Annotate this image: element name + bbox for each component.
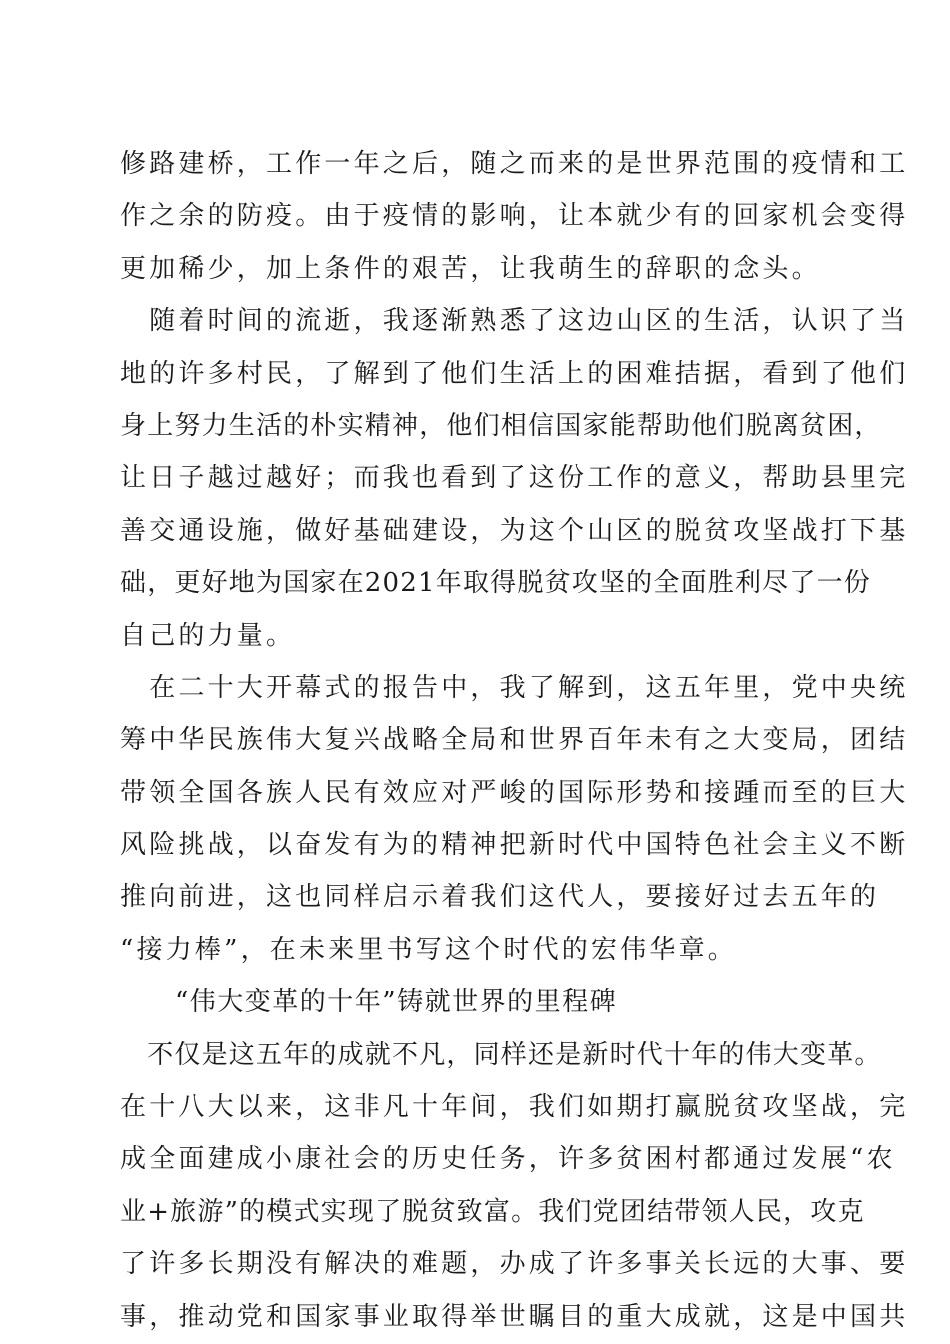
text-line: 不仅是这五年的成就不凡，同样还是新时代十年的伟大变革。 (120, 1039, 882, 1070)
text-line: 修路建桥，工作一年之后，随之而来的是世界范围的疫情和工 (120, 149, 909, 179)
text-line: 成全面建成小康社会的历史任务，许多贫困村都通过发展“农 (120, 1144, 896, 1175)
text-line: 业+旅游”的模式实现了脱贫致富。我们党团结带领人民，攻克 (120, 1196, 865, 1227)
text-line: 在十八大以来，这非凡十年间，我们如期打赢脱贫攻坚战，完 (120, 1092, 909, 1123)
text-line: 风险挑战，以奋发有为的精神把新时代中国特色社会主义不断 (120, 830, 909, 861)
text-line: 自己的力量。 (120, 620, 296, 651)
text-line: 础，更好地为国家在2021年取得脱贫攻坚的全面胜利尽了一份 (120, 568, 871, 599)
text-line: 更加稀少，加上条件的艰苦，让我萌生的辞职的念头。 (120, 253, 821, 284)
text-line: 让日子越过越好；而我也看到了这份工作的意义，帮助县里完 (120, 463, 909, 494)
text-line: 带领全国各族人民有效应对严峻的国际形势和接踵而至的巨大 (120, 777, 909, 808)
text-line: “接力棒”，在未来里书写这个时代的宏伟华章。 (120, 934, 737, 965)
text-line: 善交通设施，做好基础建设，为这个山区的脱贫攻坚战打下基 (120, 515, 909, 546)
text-line: 事，推动党和国家事业取得举世瞩目的重大成就，这是中国共 (120, 1301, 909, 1332)
text-line: 推向前进，这也同样启示着我们这代人，要接好过去五年的 (120, 882, 880, 913)
section-heading: “伟大变革的十年”铸就世界的里程碑 (120, 987, 618, 1018)
text-line: 身上努力生活的朴实精神，他们相信国家能帮助他们脱离贫困， (120, 410, 882, 441)
text-line: 地的许多村民，了解到了他们生活上的困难拮据，看到了他们 (120, 358, 909, 389)
document-body (120, 138, 909, 1343)
text-line: 了许多长期没有解决的难题，办成了许多事关长远的大事、要 (120, 1249, 909, 1280)
text-line: 在二十大开幕式的报告中，我了解到，这五年里，党中央统 (120, 672, 909, 703)
text-line: 随着时间的流逝，我逐渐熟悉了这边山区的生活，认识了当 (120, 306, 909, 337)
text-line: 筹中华民族伟大复兴战略全局和世界百年未有之大变局，团结 (120, 725, 909, 756)
text-line: 作之余的防疫。由于疫情的影响，让本就少有的回家机会变得 (120, 201, 909, 232)
